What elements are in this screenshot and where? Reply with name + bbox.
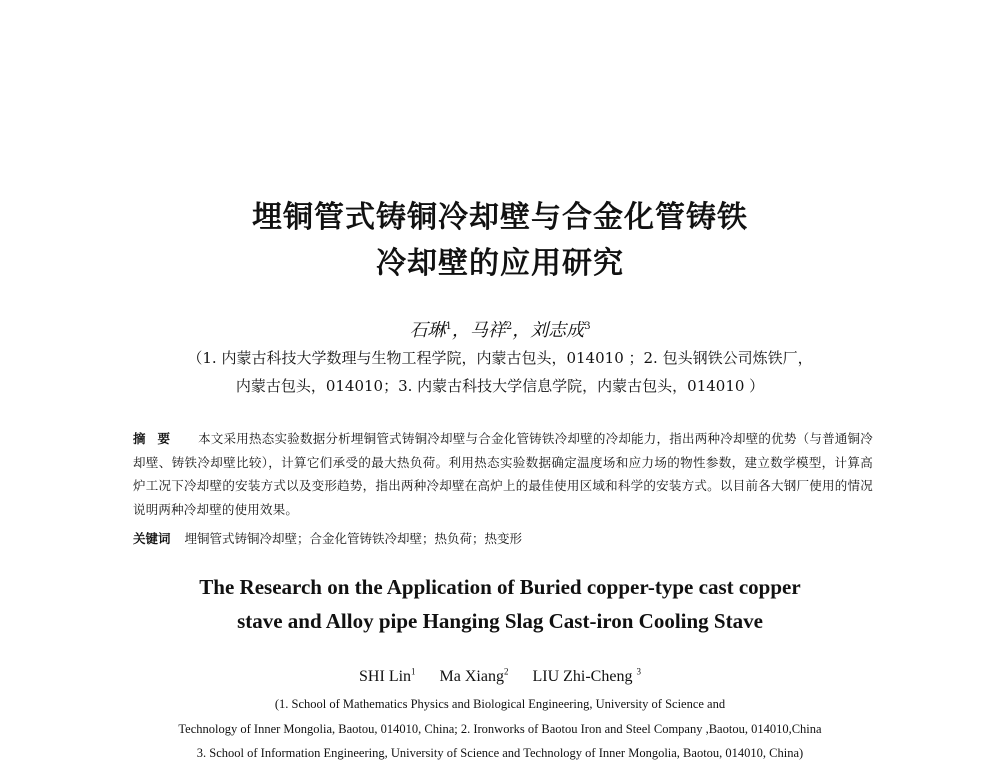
author-name: 石琳 (409, 320, 446, 341)
author-name: SHI Lin (359, 668, 412, 686)
author-affiliation-mark: 1 (411, 667, 416, 677)
keywords-label: 关键词 (133, 531, 171, 546)
english-affiliation-line-2: Technology of Inner Mongolia, Baotou, 014010, China; 2. Ironworks of Baotou Iron and Steel Company ,Baotou, 014010,China (178, 722, 822, 736)
author-separator: ， (451, 320, 470, 341)
chinese-affiliation-line-1: （1. 内蒙古科技大学数理与生物工程学院，内蒙古包头，014010 ；2. 包头钢铁公司炼铁厂， (187, 349, 813, 367)
author-separator: ， (512, 320, 531, 341)
author-affiliation-mark: 3 (636, 667, 641, 677)
author-name: Ma Xiang (439, 668, 504, 686)
english-affiliation-line-3: 3. School of Information Engineering, University of Science and Technology of Inner Mongolia, Baotou, 014010, China) (196, 746, 804, 760)
author-affiliation-mark: 2 (503, 667, 509, 677)
abstract-text: 本文采用热态实验数据分析埋铜管式铸铜冷却壁与合金化管铸铁冷却壁的冷却能力，指出两种冷却壁的优势（与普通铜冷却壁、铸铁冷却壁比较），计算它们承受的最大热负荷。利用热态实验数据确定温度场和应力场的物性参数，建立数学模型，计算高炉工况下冷却壁的安装方式以及变形趋势，指出两种冷却壁在高炉上的最佳使用区域和科学的安装方式。以目前各大钢厂使用的情况说明两种冷却壁的使用效果。 (133, 431, 873, 517)
english-authors (0, 667, 1000, 686)
english-affiliation-line-1: (1. School of Mathematics Physics and Biological Engineering, University of Science and (274, 697, 726, 711)
english-title-line-1: The Research on the Application of Buried copper-type cast copper (199, 575, 801, 599)
chinese-keywords (133, 529, 873, 549)
chinese-affiliation-line-2: 内蒙古包头，014010；3. 内蒙古科技大学信息学院，内蒙古包头，014010 ） (235, 377, 765, 395)
abstract-label: 摘要 (133, 431, 183, 446)
author-entry (440, 668, 509, 685)
author-affiliation-mark: 2 (505, 321, 513, 332)
english-title-line-2: stave and Alloy pipe Hanging Slag Cast-iron Cooling Stave (237, 609, 763, 633)
chinese-title-line-2: 冷却壁的应用研究 (376, 246, 624, 281)
author-entry (359, 668, 416, 685)
keywords-text: 埋铜管式铸铜冷却壁；合金化管铸铁冷却壁；热负荷；热变形 (184, 531, 523, 546)
chinese-title-line-1: 埋铜管式铸铜冷却壁与合金化管铸铁 (252, 200, 748, 235)
chinese-authors (0, 316, 1000, 342)
author-affiliation-mark: 3 (584, 321, 591, 332)
author-entry (532, 668, 640, 685)
author-affiliation-mark: 1 (445, 321, 452, 332)
author-name: 马祥 (469, 320, 506, 341)
author-name: 刘志成 (530, 320, 585, 341)
author-name: LIU Zhi-Cheng (532, 668, 637, 686)
chinese-abstract (133, 427, 873, 521)
